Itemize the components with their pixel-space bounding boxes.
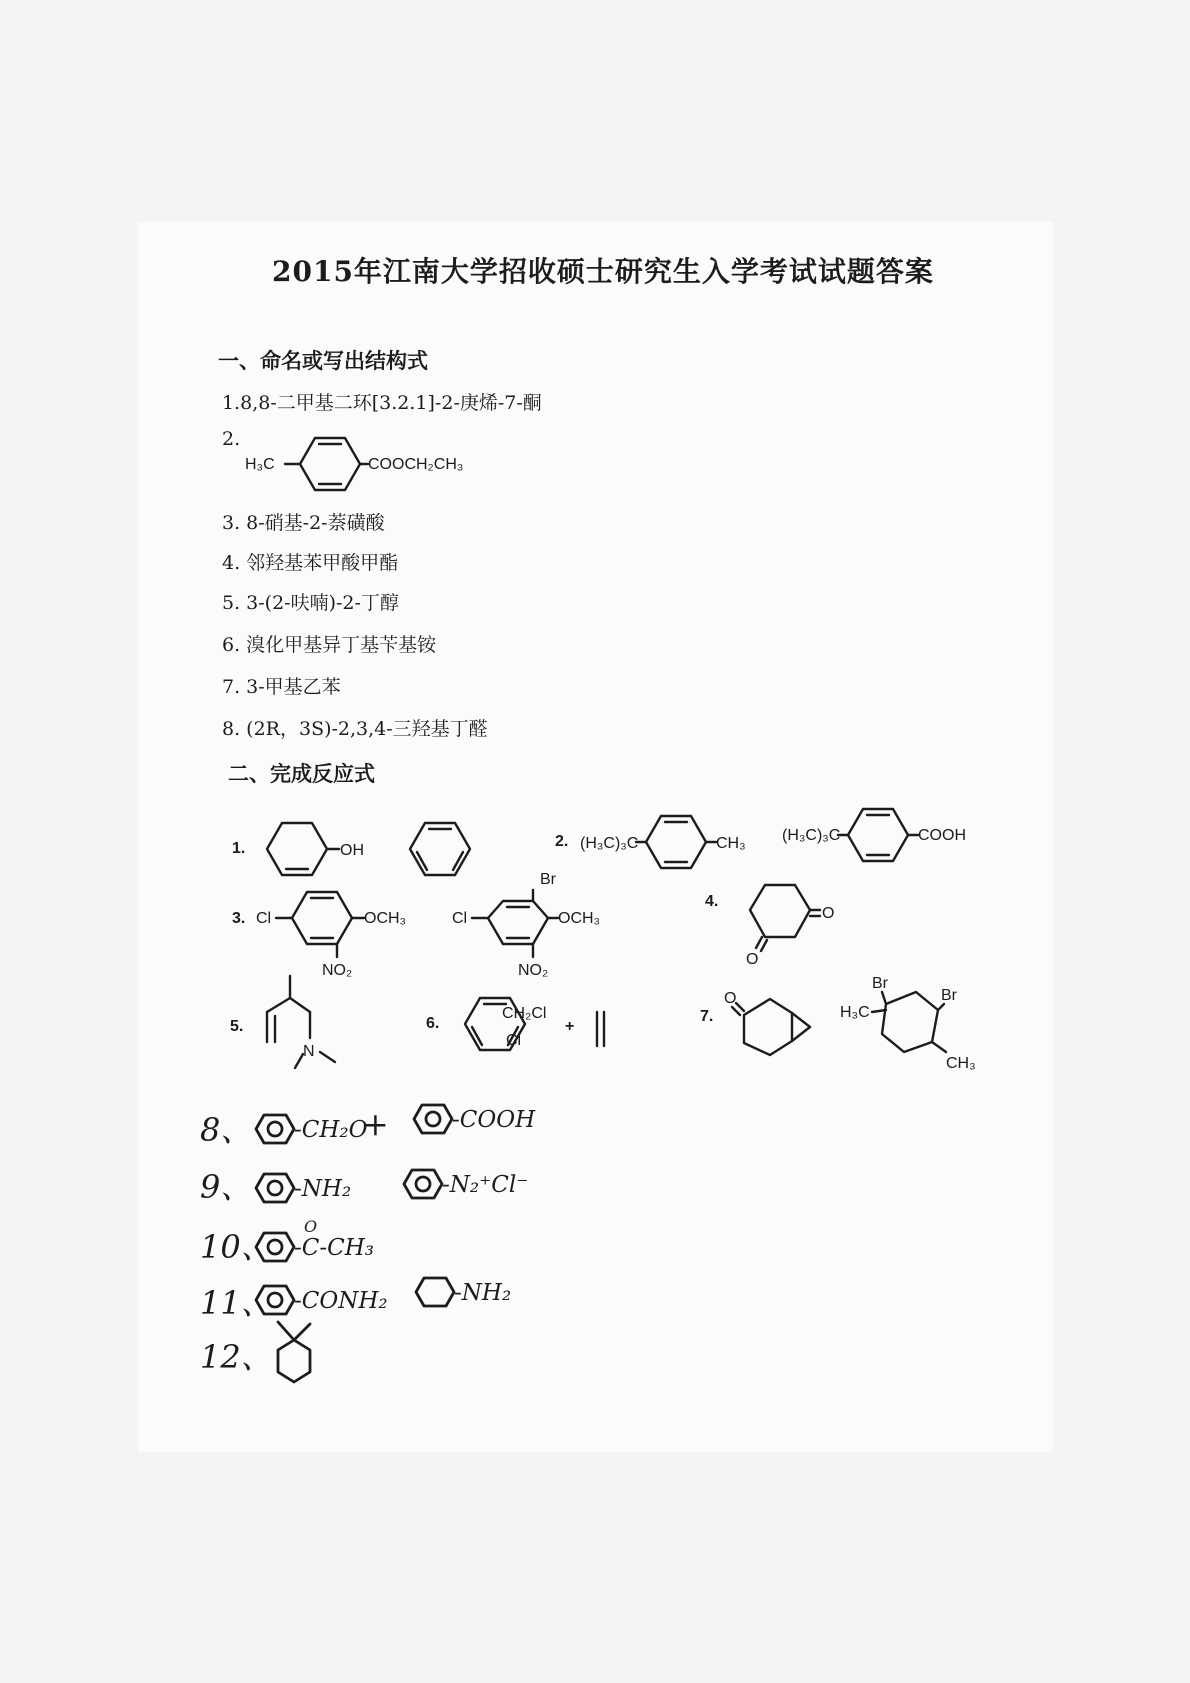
r5-n-label: N — [303, 1043, 315, 1060]
hw10-acetophenone — [252, 1218, 412, 1273]
r7-br1-label: Br — [872, 975, 888, 992]
hw9-diazonium — [400, 1160, 560, 1210]
r7-ch3-label: CH₃ — [946, 1055, 976, 1072]
hw8-right-group: -COOH — [452, 1107, 536, 1133]
hw10-group: -C-CH₃ — [294, 1235, 375, 1261]
r3-reactant-no2-label: NO₂ — [322, 962, 353, 979]
s1-item-5: 5. 3-(2-呋喃)-2-丁醇 — [222, 592, 399, 614]
s1-item-4: 4. 邻羟基苯甲酸甲酯 — [222, 552, 399, 574]
r2-product-right-label: COOH — [918, 827, 966, 844]
hw8-benzoic-acid — [410, 1095, 560, 1145]
r3-product-no2-label: NO₂ — [518, 962, 549, 979]
r3-product-br-label: Br — [540, 871, 556, 888]
r7-h3c-label: H₃C — [840, 1004, 870, 1021]
hw11-left-group: -CONH₂ — [294, 1288, 388, 1314]
hw11-cyclohexylamine — [412, 1268, 532, 1318]
r6-ch2cl-label: CH₂Cl — [502, 1005, 547, 1022]
hw-number-8: 8、 — [200, 1111, 253, 1149]
s1-item2-structure — [240, 430, 500, 500]
s1-item2-right-label: COOCH₂CH₃ — [368, 456, 464, 473]
page-title: 2015年江南大学招收硕士研究生入学考试试题答案 — [272, 255, 934, 288]
r6-ethylene-structure — [592, 1010, 612, 1050]
r7-dibromide-structure — [838, 972, 988, 1082]
hw11-right-group: -NH₂ — [454, 1280, 512, 1306]
r2-reactant-right-label: CH₃ — [716, 835, 746, 852]
r7-bicyclic-ketone-structure — [722, 985, 842, 1075]
r3-product-cl-label: Cl — [452, 910, 468, 927]
r2-reactant-left-label: (H₃C)₃C — [580, 835, 639, 852]
r7-number: 7. — [700, 1008, 714, 1025]
r6-number: 6. — [426, 1015, 440, 1032]
s1-item-6: 6. 溴化甲基异丁基苄基铵 — [222, 634, 437, 656]
r3-reactant-och3-label: OCH₃ — [364, 910, 407, 927]
s1-item2-left-label: H₃C — [245, 456, 275, 473]
r2-product-structure — [780, 803, 980, 873]
r7-br2-label: Br — [941, 987, 957, 1004]
hw9-right-group: -N₂⁺Cl⁻ — [442, 1172, 529, 1198]
r4-number: 4. — [705, 893, 719, 910]
section2-heading: 二、完成反应式 — [228, 762, 375, 786]
s1-item-3: 3. 8-硝基-2-萘磺酸 — [222, 512, 385, 534]
hw9-left-group: -NH₂ — [294, 1176, 352, 1202]
hw-number-11: 11、 — [200, 1284, 273, 1322]
hw8-plus: + — [362, 1105, 389, 1143]
s1-item-8: 8. (2R，3S)-2,3,4-三羟基丁醛 — [222, 718, 488, 740]
r7-o-label: O — [724, 990, 737, 1007]
r6-plus-sign: + — [565, 1018, 575, 1035]
r1-number: 1. — [232, 840, 246, 857]
hw-number-10: 10、 — [200, 1228, 273, 1266]
r3-product-och3-label: OCH₃ — [558, 910, 601, 927]
r4-o2-label: O — [746, 951, 759, 968]
s1-item-7: 7. 3-甲基乙苯 — [222, 676, 341, 698]
r5-amine-structure — [255, 968, 355, 1078]
r1-oh-label: OH — [340, 842, 364, 859]
hw12-dimethylcyclohexane — [270, 1318, 330, 1393]
hw8-left-group: -CH₂O — [294, 1117, 368, 1143]
hw9-aniline — [252, 1164, 392, 1214]
r2-product-left-label: (H₃C)₃C — [782, 827, 841, 844]
r4-o1-label: O — [822, 905, 835, 922]
r3-reactant-cl-label: Cl — [256, 910, 272, 927]
r2-number: 2. — [555, 833, 569, 850]
hw-number-9: 9、 — [200, 1168, 253, 1206]
section1-heading: 一、命名或写出结构式 — [218, 349, 428, 373]
r6-reactant-structure — [460, 990, 580, 1065]
r6-cl-label: Cl — [506, 1032, 522, 1049]
r3-number: 3. — [232, 910, 246, 927]
hw-number-12: 12、 — [200, 1338, 273, 1376]
s1-item-1: 1.8,8-二甲基二环[3.2.1]-2-庚烯-7-酮 — [222, 392, 542, 414]
r4-cyclohexanedione-structure — [740, 870, 850, 968]
r1-cyclohexenol-structure — [262, 815, 372, 885]
r5-number: 5. — [230, 1018, 244, 1035]
r3-product-structure — [450, 868, 630, 988]
s1-item-2-number: 2. — [222, 428, 241, 450]
hw10-oxygen: O — [304, 1217, 318, 1236]
